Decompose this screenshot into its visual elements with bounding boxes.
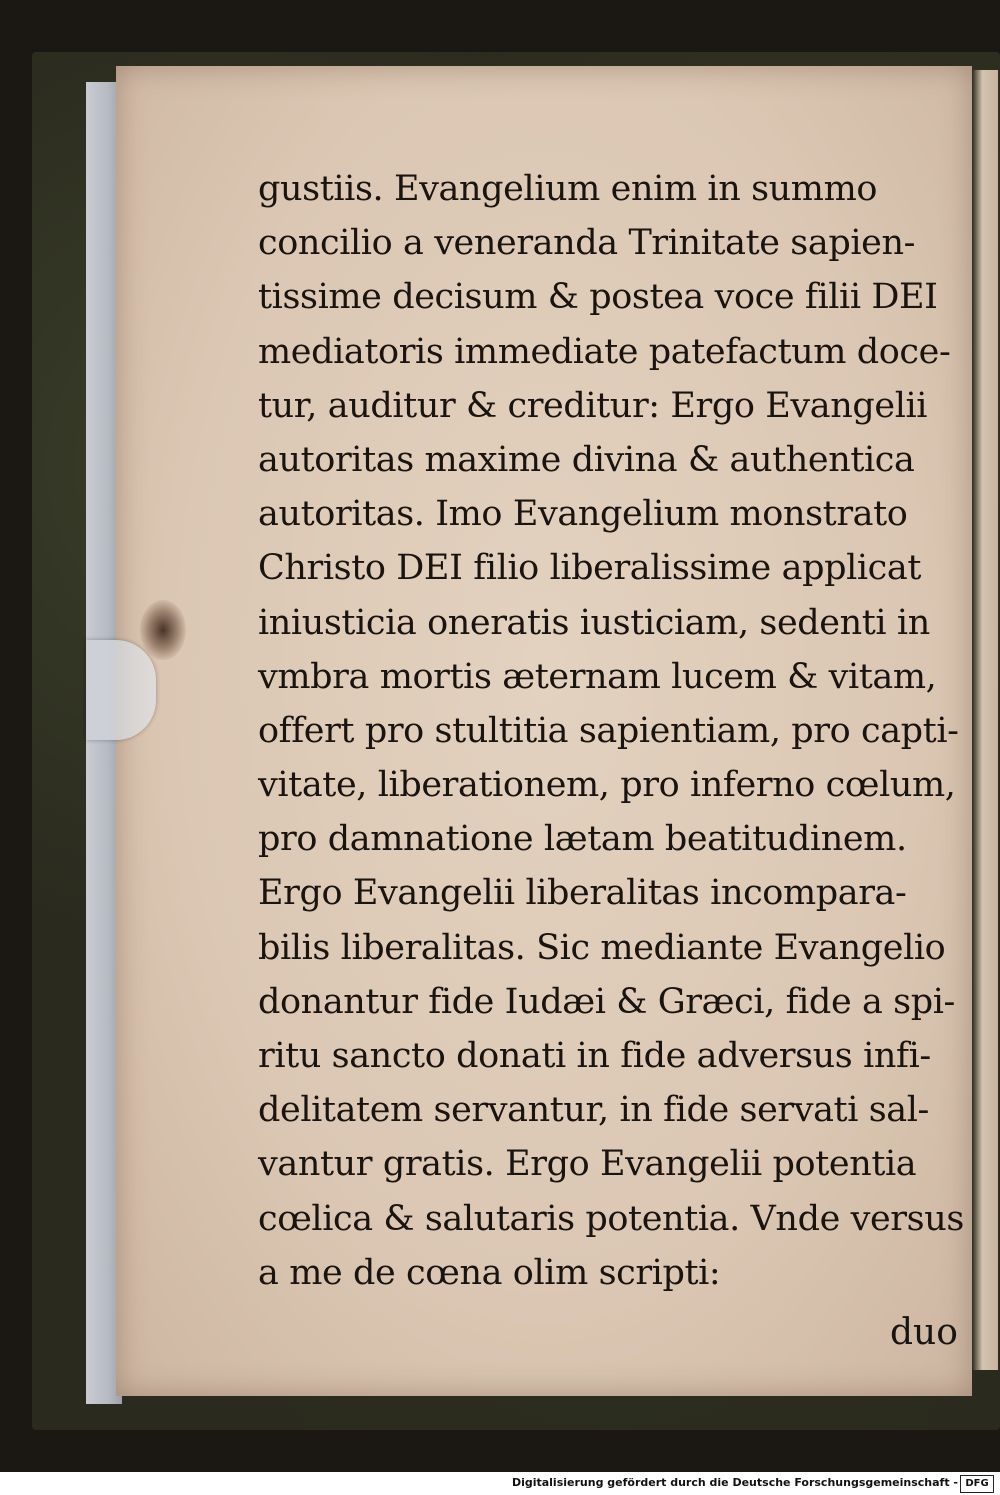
text-line: offert pro stultitia sapientiam, pro capti- (258, 710, 959, 751)
text-line: iniusticia oneratis iusticiam, sedenti in (258, 602, 930, 643)
text-line: tissime decisum & postea voce filii DEI (258, 277, 938, 318)
footer-bar (0, 1472, 1000, 1495)
ink-stain (140, 600, 186, 660)
text-line: delitatem servantur, in fide servati sal- (258, 1090, 929, 1131)
text-line: Ergo Evangelii liberalitas incompara- (258, 873, 907, 914)
text-line: tur, auditur & creditur: Ergo Evangelii (258, 385, 928, 426)
footer-credit: Digitalisierung gefördert durch die Deutsche Forschungsgemeinschaft - (511, 1476, 958, 1489)
text-line: mediatoris immediate patefactum doce- (258, 331, 951, 372)
text-line: bilis liberalitas. Sic mediante Evangelio (258, 927, 946, 968)
text-line: vmbra mortis æternam lucem & vitam, (258, 656, 937, 697)
page-edge (972, 70, 998, 1370)
text-line: cœlica & salutaris potentia. Vnde versus (258, 1198, 964, 1239)
dfg-logo-icon: DFG (960, 1475, 994, 1493)
text-line: pro damnatione lætam beatitudinem. (258, 819, 907, 860)
text-line: vitate, liberationem, pro inferno cœlum, (258, 765, 956, 806)
catchword: duo (890, 1312, 958, 1353)
text-line: autoritas. Imo Evangelium monstrato (258, 494, 908, 535)
text-line: a me de cœna olim scripti: (258, 1252, 721, 1293)
text-line: gustiis. Evangelium enim in summo (258, 169, 878, 209)
text-line: ritu sancto donati in fide adversus infi- (258, 1036, 931, 1076)
text-line: vantur gratis. Ergo Evangelii potentia (258, 1144, 917, 1185)
text-line: Christo DEI filio liberalissime applicat (258, 548, 921, 589)
text-line: concilio a veneranda Trinitate sapien- (258, 223, 916, 264)
text-line: donantur fide Iudæi & Græci, fide a spi- (258, 981, 955, 1022)
text-line: autoritas maxime divina & authentica (258, 439, 915, 480)
page-clip (86, 640, 156, 740)
page-text (258, 162, 970, 1300)
